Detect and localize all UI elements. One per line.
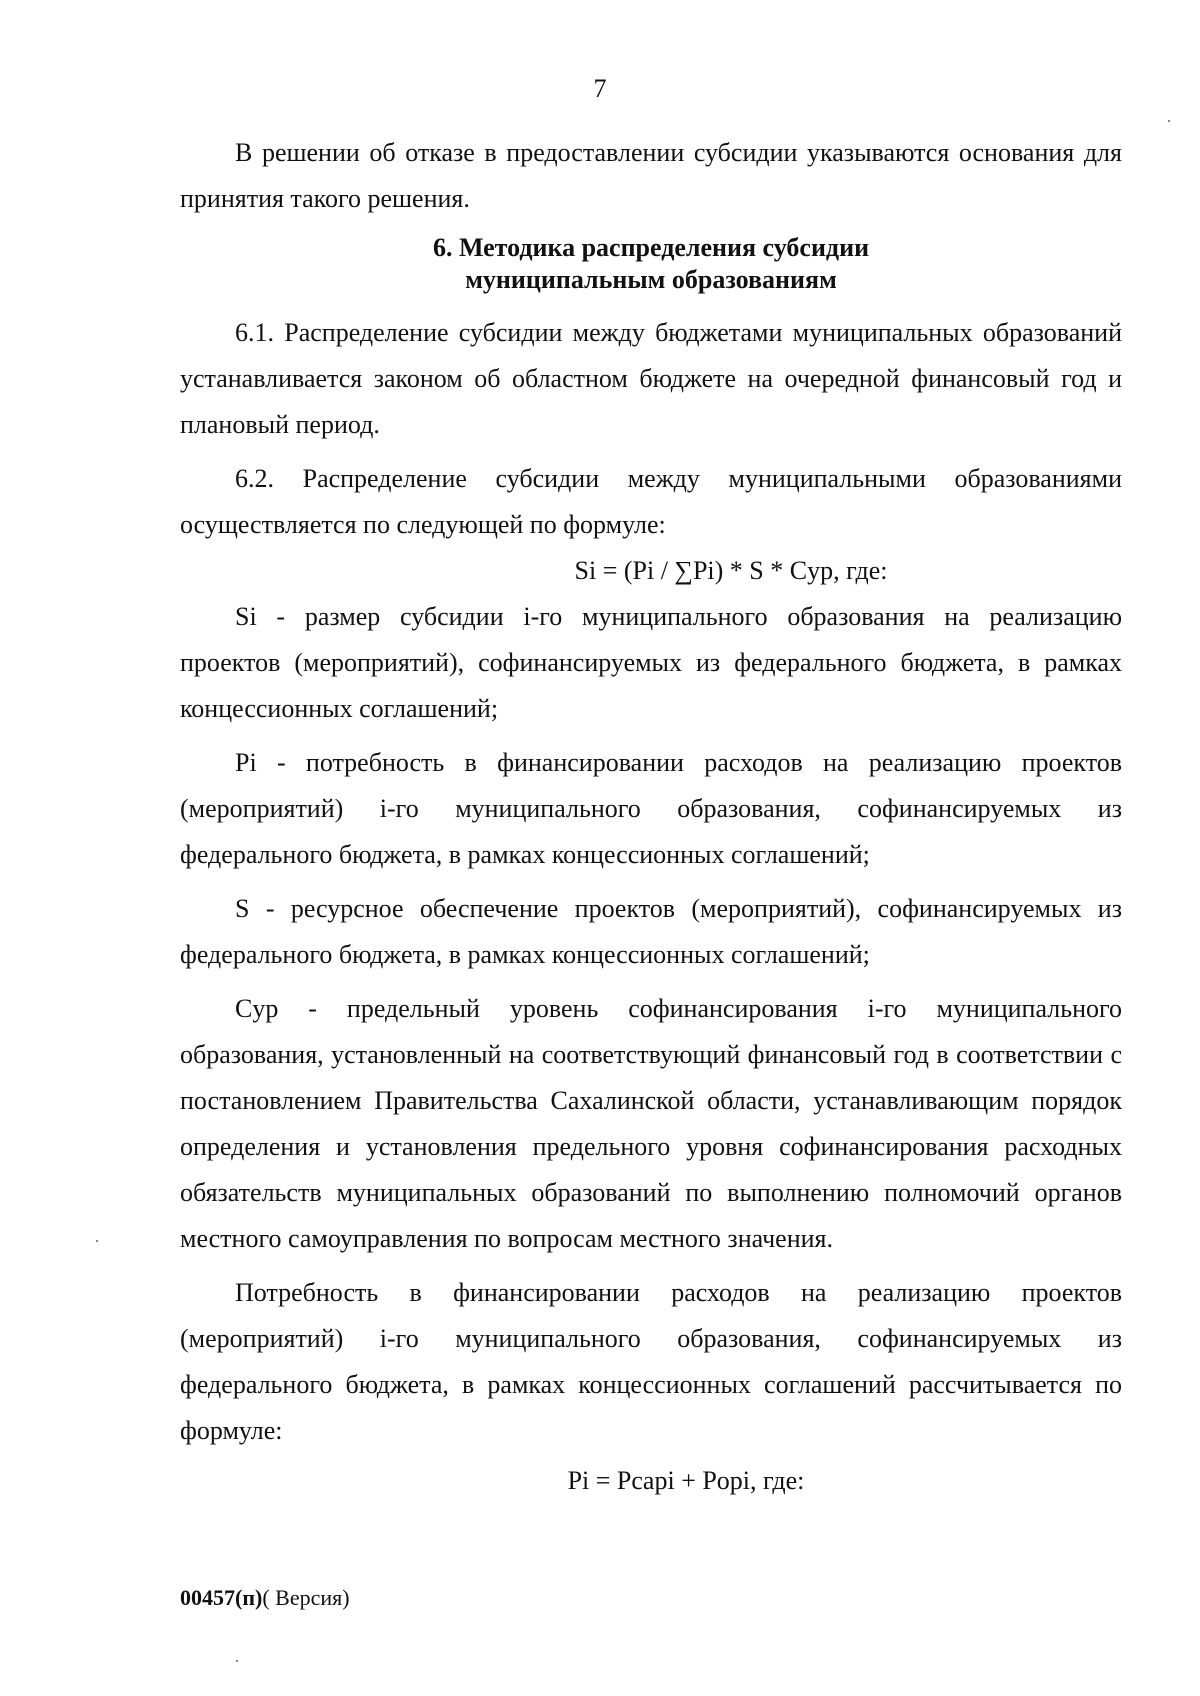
section-heading-line-1: 6. Методика распределения субсидии: [432, 233, 870, 262]
paragraph-refusal: В решении об отказе в предоставлении субсидии указываются основания для принятия такого решения.: [180, 138, 1122, 213]
formula-si: Si = (Pi / ∑Pi) * S * Cyp, где:: [574, 556, 888, 585]
scan-speck: [236, 1660, 238, 1662]
paragraph-6-2: 6.2. Распределение субсидии между муниципальными образованиями осуществляется по следующей по формуле:: [180, 464, 1122, 539]
document-body: [180, 130, 1122, 1504]
definition-s: S - ресурсное обеспечение проектов (мероприятий), софинансируемых из федерального бюджета, в рамках концессионных соглашений;: [180, 894, 1122, 969]
paragraph-6-1: 6.1. Распределение субсидии между бюджетами муниципальных образований устанавливается законом об областном бюджете на очередной финансовый год и плановый период.: [180, 318, 1122, 439]
definition-si: Si - размер субсидии i-го муниципального образования на реализацию проектов (мероприятий), софинансируемых из федерального бюджета, в рамках концессионных соглашений;: [180, 602, 1122, 723]
document-code: 00457(п): [180, 1585, 263, 1610]
definition-pi: Pi - потребность в финансировании расходов на реализацию проектов (мероприятий) i-го муниципального образования, софинансируемых из федерального бюджета, в рамках концессионных соглашений;: [180, 748, 1122, 869]
document-footer: [180, 1585, 350, 1611]
scan-speck: [1168, 120, 1170, 122]
document-version: ( Версия): [262, 1585, 350, 1610]
page-number: 7: [593, 74, 607, 103]
section-heading-line-2: муниципальным образованиям: [465, 265, 837, 294]
section-heading: [180, 232, 1122, 296]
scan-speck: [96, 1240, 98, 1242]
formula-pi: Pi = Pcapi + Popi, где:: [567, 1466, 805, 1495]
definition-cyp: Cyp - предельный уровень софинансирования i-го муниципального образования, установленный на соответствующий финансовый год в соответствии с постановлением Правительства Сахалинской области, устанавливающим порядок определения и установления предельного уровня софинансирования расходных обязательств муниципальных образований по выполнению полномочий органов местного самоуправления по вопросам местного значения.: [180, 994, 1122, 1253]
paragraph-need: Потребность в финансировании расходов на реализацию проектов (мероприятий) i-го муниципального образования, софинансируемых из федерального бюджета, в рамках концессионных соглашений рассчитывается по формуле:: [180, 1278, 1122, 1445]
